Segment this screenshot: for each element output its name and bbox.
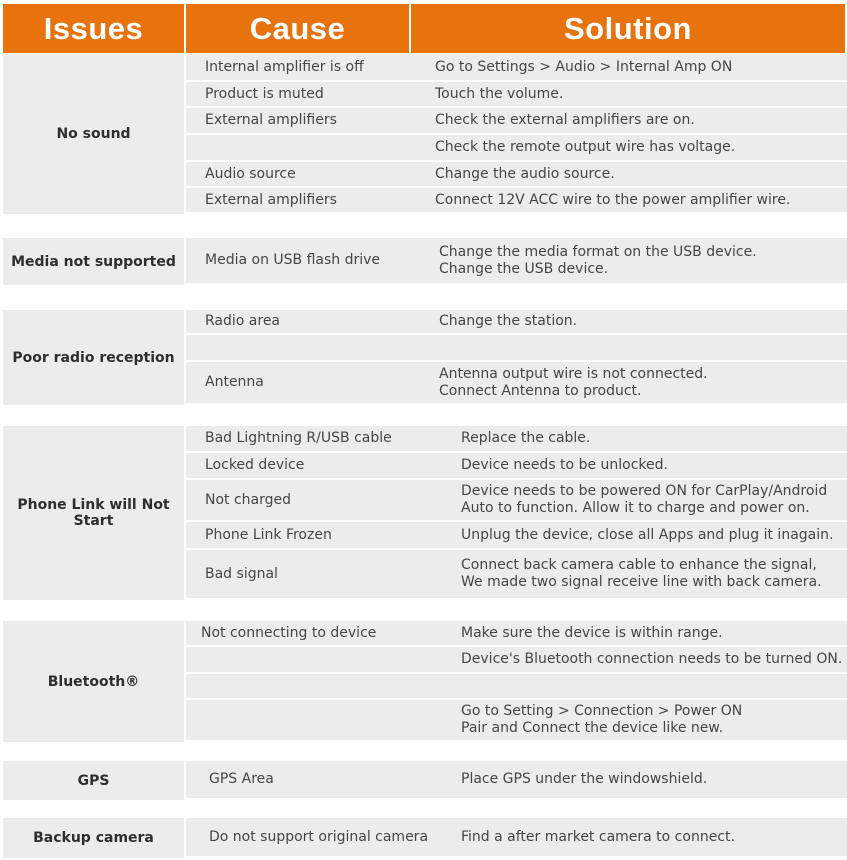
issue-no-sound: No sound [3,54,184,214]
solution-cell [411,162,847,186]
solution-cell [437,674,847,698]
solution-line: Check the external amplifiers are on. [435,112,695,128]
solution-line: Unplug the device, close all Apps and plug it inagain. [461,526,834,543]
header-issues: Issues [3,4,184,53]
issue-gps: GPS [3,761,184,800]
cause-cell: Not charged [186,480,454,520]
issue-backup: Backup camera [3,818,184,858]
solution-cell [437,700,847,740]
cause-cell: Product is muted [186,82,428,106]
solution-cell [411,108,847,133]
cause-cell: Audio source [186,162,428,186]
cause-cell: Antenna [186,362,428,403]
solution-line: Find a after market camera to connect. [461,828,735,845]
cause-cell: Media on USB flash drive [186,238,428,283]
solution-line: Device's Bluetooth connection needs to be turned ON. [461,651,843,667]
cause-cell [186,674,450,698]
cause-cell: Phone Link Frozen [186,522,454,548]
solution-line: We made two signal receive line with back camera. [461,574,822,590]
solution-line: Change the media format on the USB device. [439,243,757,260]
solution-line: Replace the cable. [461,430,591,446]
solution-line: Touch the volume. [435,85,564,102]
solution-cell [437,426,847,451]
cause-cell: Do not support original camera [186,818,458,856]
solution-line: Antenna output wire is not connected. [439,365,708,382]
issue-radio: Poor radio reception [3,310,184,405]
solution-line: Connect Antenna to product. [439,382,642,399]
cause-cell: External amplifiers [186,108,428,133]
solution-cell [437,550,847,598]
solution-cell [437,522,847,548]
issue-phone: Phone Link will Not Start [3,426,184,600]
solution-cell [437,453,847,478]
cause-cell [186,700,450,740]
cause-cell: Bad signal [186,550,454,598]
solution-cell [411,238,847,283]
cause-cell: GPS Area [186,761,458,798]
solution-line: Device needs to be powered ON for CarPlay/Android [461,483,828,499]
cause-cell [186,135,428,160]
cause-cell: Locked device [186,453,454,478]
solution-line: Check the remote output wire has voltage. [435,139,736,155]
issue-bluetooth: Bluetooth® [3,621,184,742]
solution-cell [411,188,847,212]
solution-cell [437,647,847,672]
cause-cell: Not connecting to device [186,621,450,645]
solution-cell [437,621,847,645]
solution-line: Connect 12V ACC wire to the power amplifier wire. [435,191,791,208]
solution-line: Go to Settings > Audio > Internal Amp ON [435,58,733,75]
solution-line: Connect back camera cable to enhance the signal, [461,557,817,573]
cause-cell: Bad Lightning R/USB cable [186,426,454,451]
solution-line: Make sure the device is within range. [461,624,723,641]
solution-line: Change the station. [439,313,578,329]
solution-cell [411,362,847,403]
solution-cell [411,335,847,360]
cause-cell [186,647,450,672]
solution-cell [411,135,847,160]
solution-cell [411,82,847,106]
solution-line: Pair and Connect the device like new. [461,720,724,736]
issue-media: Media not supported [3,238,184,285]
solution-cell [411,54,847,80]
cause-cell [186,335,428,360]
cause-cell: External amplifiers [186,188,428,212]
solution-line: Auto to function. Allow it to charge and power on. [461,500,810,516]
solution-cell [411,310,847,333]
solution-line: Change the audio source. [435,165,615,182]
header-cause: Cause [186,4,409,53]
solution-line: Go to Setting > Connection > Power ON [461,703,743,719]
solution-line: Change the USB device. [439,260,609,277]
solution-line: Device needs to be unlocked. [461,457,668,473]
header-solution: Solution [411,4,845,53]
solution-cell [437,818,847,856]
solution-cell [437,761,847,798]
cause-cell: Internal amplifier is off [186,54,428,80]
solution-cell [437,480,847,520]
solution-line: Place GPS under the windowshield. [461,771,708,787]
cause-cell: Radio area [186,310,428,333]
